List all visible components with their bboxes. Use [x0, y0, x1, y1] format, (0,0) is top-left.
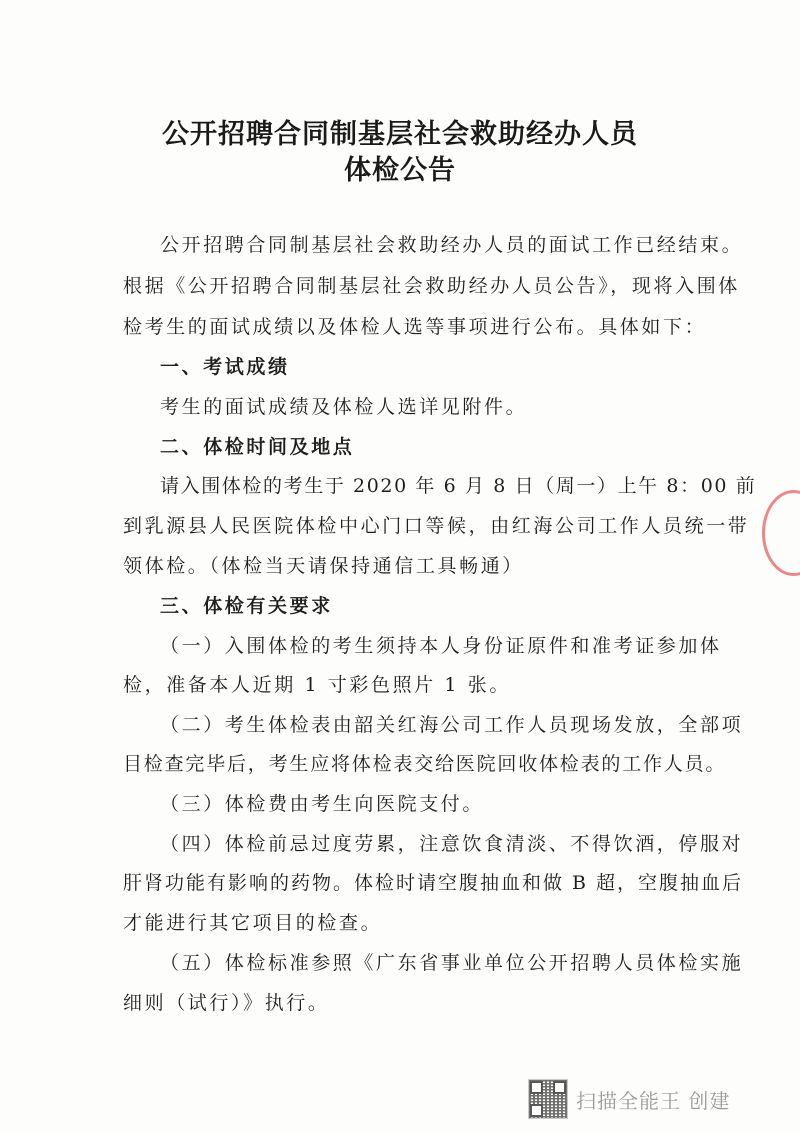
body-line: 考生的面试成绩及体检人选详见附件。	[160, 396, 528, 418]
body-line: （一）入围体检的考生须持本人身份证原件和准考证参加体	[160, 635, 722, 657]
document-title-line2: 体检公告	[344, 155, 456, 186]
section-heading-2: 二、体检时间及地点	[160, 436, 355, 458]
body-line: （五）体检标准参照《广东省事业单位公开招聘人员体检实施	[160, 952, 744, 974]
scanner-label: 扫描全能王 创建	[576, 1088, 731, 1113]
body-line: 目检查完毕后，考生应将体检表交给医院回收体检表的工作人员。	[123, 753, 727, 775]
body-line: 到乳源县人民医院体检中心门口等候，由红海公司工作人员统一带	[123, 515, 750, 537]
body-line: （三）体检费由考生向医院支付。	[160, 793, 485, 815]
section-heading-1: 一、考试成绩	[160, 356, 290, 378]
body-line: 肝肾功能有影响的药物。体检时请空腹抽血和做 B 超，空腹抽血后	[123, 872, 744, 894]
body-line: （二）考生体检表由韶关红海公司工作人员现场发放，全部项	[160, 714, 744, 736]
scanner-watermark	[528, 1078, 730, 1120]
body-line: 检，准备本人近期 1 寸彩色照片 1 张。	[123, 674, 511, 696]
body-line: 根据《公开招聘合同制基层社会救助经办人员公告》，现将入围体	[123, 275, 740, 297]
body-line: 细则（试行）》执行。	[123, 992, 330, 1014]
body-line: （四）体检前忌过度劳累，注意饮食清淡、不得饮酒，停服对	[160, 833, 744, 855]
body-line: 检考生的面试成绩以及体检人选等事项进行公布。具体如下：	[123, 316, 707, 338]
body-line: 请入围体检的考生于 2020 年 6 月 8 日（周一）上午 8：00 前	[160, 475, 757, 497]
section-heading-3: 三、体检有关要求	[160, 595, 333, 617]
red-seal-stamp-fragment	[762, 490, 800, 576]
document-title-line1: 公开招聘合同制基层社会救助经办人员	[162, 119, 638, 150]
body-line: 公开招聘合同制基层社会救助经办人员的面试工作已经结束。	[160, 234, 744, 256]
qr-code-icon	[528, 1079, 568, 1119]
body-line: 才能进行其它项目的检查。	[123, 912, 383, 934]
body-line: 领体检。（体检当天请保持通信工具畅通）	[123, 555, 524, 577]
